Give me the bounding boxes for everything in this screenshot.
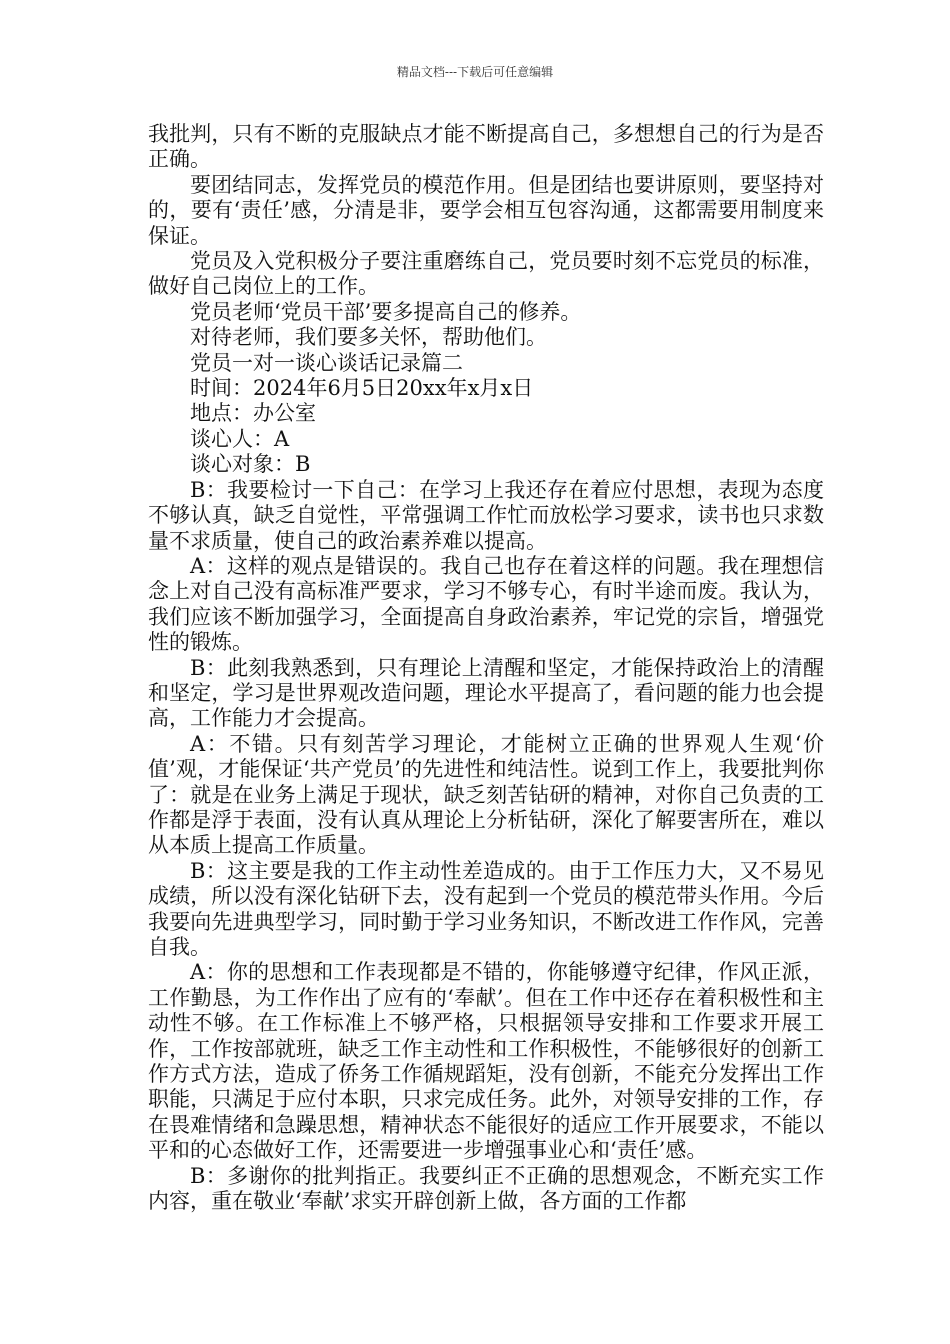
paragraph: 党员老师‘党员干部’要多提高自己的修养。 — [190, 299, 582, 324]
paragraph: 党员及入党积极分子要注重磨练自己，党员要时刻不忘党员的标准，做好自己岗位上的工作。 — [148, 249, 824, 299]
meta-location: 地点：办公室 — [190, 401, 316, 426]
dialogue-paragraph: B：此刻我熟悉到，只有理论上清醒和坚定，才能保持政治上的清醒和坚定，学习是世界观改造问题，理论水平提高了，看问题的能力也会提高，工作能力才会提高。 — [148, 655, 824, 731]
dialogue-paragraph: B：我要检讨一下自己：在学习上我还存在着应付思想，表现为态度不够认真，缺乏自觉性，平常强调工作忙而放松学习要求，读书也只求数量不求质量，使自己的政治素养难以提高。 — [148, 477, 824, 553]
dialogue-paragraph: B：这主要是我的工作主动性差造成的。由于工作压力大，又不易见成绩，所以没有深化钻研下去，没有起到一个党员的模范带头作用。今后我要向先进典型学习，同时勤于学习业务知识，不断改进工作作风，完善自我。 — [148, 858, 824, 959]
meta-interviewee: 谈心对象：B — [190, 452, 311, 477]
dialogue-paragraph: A：你的思想和工作表现都是不错的，你能够遵守纪律，作风正派，工作勤恳，为工作作出了应有的‘奉献’。但在工作中还存在着积极性和主动性不够。在工作标准上不够严格，只根据领导安排和工作要求开展工作，工作按部就班，缺乏工作主动性和工作积极性，不能够很好的创新工作方式方法，造成了侨务工作循规蹈矩，没有创新，不能充分发挥出工作职能，只满足于应付本职，只求完成任务。此外，对领导安排的工作，存在畏难情绪和急躁思想，精神状态不能很好的适应工作开展要求，不能以平和的心态做好工作，还需要进一步增强事业心和‘责任’感。 — [148, 960, 824, 1163]
meta-time: 时间：2024年6月5日20xx年x月x日 — [190, 376, 534, 401]
dialogue-paragraph: B：多谢你的批判指正。我要纠正不正确的思想观念，不断充实工作内容，重在敬业‘奉献’求实开辟创新上做，各方面的工作都 — [148, 1163, 824, 1214]
document-body — [148, 122, 824, 1214]
dialogue-paragraph: A：不错。只有刻苦学习理论，才能树立正确的世界观人生观‘价值’观，才能保证‘共产党员’的先进性和纯洁性。说到工作上，我要批判你了：就是在业务上满足于现状，缺乏刻苦钻研的精神，对你自己负责的工作都是浮于表面，没有认真从理论上分析钻研，深化了解要害所在，难以从本质上提高工作质量。 — [148, 731, 824, 858]
paragraph: 对待老师，我们要多关怀，帮助他们。 — [190, 325, 547, 350]
paragraph: 我批判，只有不断的克服缺点才能不断提高自己，多想想自己的行为是否正确。 — [148, 122, 824, 172]
page-header: 精品文档---下载后可任意编辑 — [396, 65, 554, 79]
dialogue-paragraph: A：这样的观点是错误的。我自己也存在着这样的问题。我在理想信念上对自己没有高标准严要求，学习不够专心，有时半途而废。我认为，我们应该不断加强学习，全面提高自身政治素养，牢记党的宗旨，增强党性的锻炼。 — [148, 553, 824, 655]
section-title: 党员一对一谈心谈话记录篇二 — [190, 350, 463, 375]
meta-interviewer: 谈心人：A — [190, 426, 290, 451]
paragraph: 要团结同志，发挥党员的模范作用。但是团结也要讲原则，要坚持对的，要有‘责任’感，分清是非，要学会相互包容沟通，这都需要用制度来保证。 — [148, 172, 824, 248]
